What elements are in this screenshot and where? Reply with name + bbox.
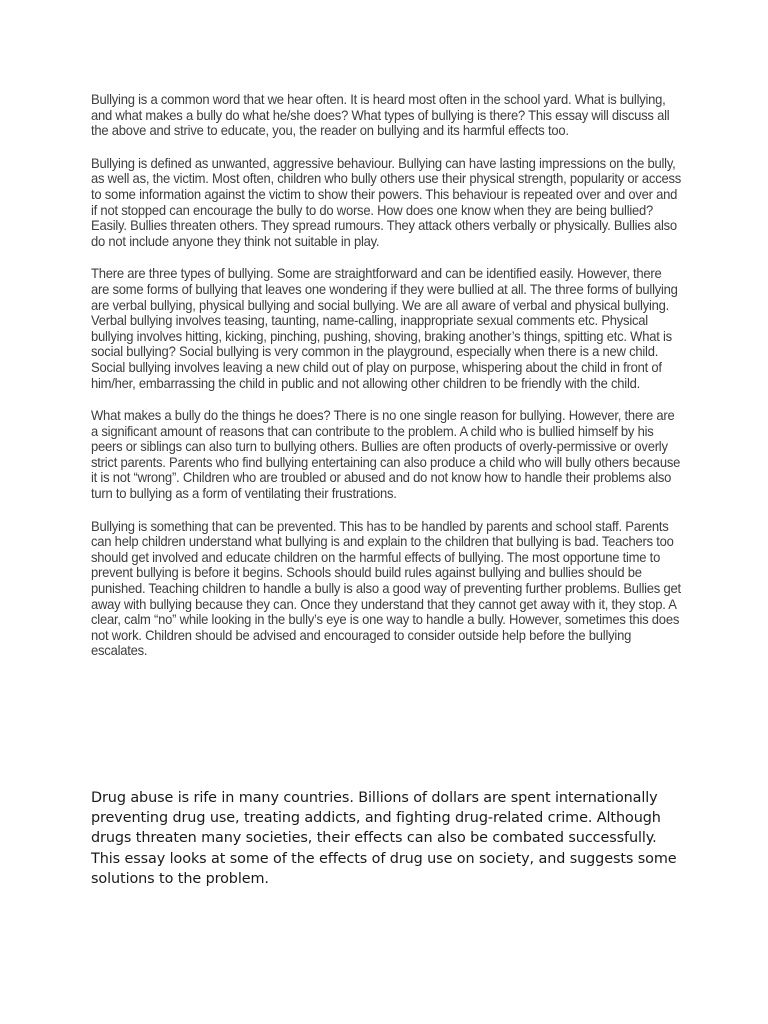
essay-paragraph: Drug abuse is rife in many countries. Billions of dollars are spent internationally preventing drug use, treating addicts, and fighting drug-related crime. Although drugs threaten many societies, their effects can also be combated successfully. This essay looks at some of the effects of drug use on society, and suggests some solutions to the problem. xyxy=(91,790,677,887)
essay-paragraph: Bullying is a common word that we hear often. It is heard most often in the school yard. What is bullying, and what makes a bully do what he/she does? What types of bullying is there? This essay will discuss all the above and strive to educate, you, the reader on bullying and its harmful effects too. xyxy=(91,91,670,139)
essay-paragraph: Bullying is something that can be prevented. This has to be handled by parents and school staff. Parents can help children understand what bullying is and explain to the children that bullying is bad. Teachers too should get involved and educate children on the harmful effects of bullying. The most opportune time to prevent bullying is before it begins. Schools should build rules against bullying and bullies should be punished. Teaching children to handle a bully is also a good way of preventing further problems. Bullies get away with bullying because they can. Once they understand that they cannot get away with it, they stop. A clear, calm “no” while looking in the bully’s eye is one way to handle a bully. However, sometimes this does not work. Children should be advised and encouraged to consider outside help before the bullying escalates. xyxy=(91,517,681,659)
essay-paragraph: What makes a bully do the things he does? There is no one single reason for bullying. However, there are a significant amount of reasons that can contribute to the problem. A child who is bullied himself by his peers or siblings can also turn to bullying others. Bullies are often products of overly-permissive or overly strict parents. Parents who find bullying entertaining can also produce a child who will bully others because it is not “wrong”. Children who are troubled or abused and do not know how to handle their problems also turn to bullying as a form of ventilating their frustrations. xyxy=(91,407,681,502)
bullying-essay xyxy=(91,92,681,676)
drug-abuse-essay xyxy=(91,788,681,889)
essay-paragraph: Bullying is defined as unwanted, aggressive behaviour. Bullying can have lasting impressions on the bully, as well as, the victim. Most often, children who bully others use their physical strength, popularity or access to some information against the victim to show their powers. This behaviour is repeated over and over and if not stopped can encourage the bully to do worse. How does one know when they are being bullied? Easily. Bullies threaten others. They spread rumours. They attack others verbally or physically. Bullies also do not include anyone they think not suitable in play. xyxy=(91,154,682,249)
essay-paragraph: There are three types of bullying. Some are straightforward and can be identified easily. However, there are some forms of bullying that leaves one wondering if they were bullied at all. The three forms of bullying are verbal bullying, physical bullying and social bullying. We are all aware of verbal and physical bullying. Verbal bullying involves teasing, taunting, name-calling, inappropriate sexual comments etc. Physical bullying involves hitting, kicking, pinching, pushing, shoving, braking another’s things, spitting etc. What is social bullying? Social bullying is very common in the playground, especially when there is a new child. Social bullying involves leaving a new child out of play on purpose, whispering about the child in front of him/her, embarrassing the child in public and not allowing other children to be friendly with the child. xyxy=(91,265,678,391)
